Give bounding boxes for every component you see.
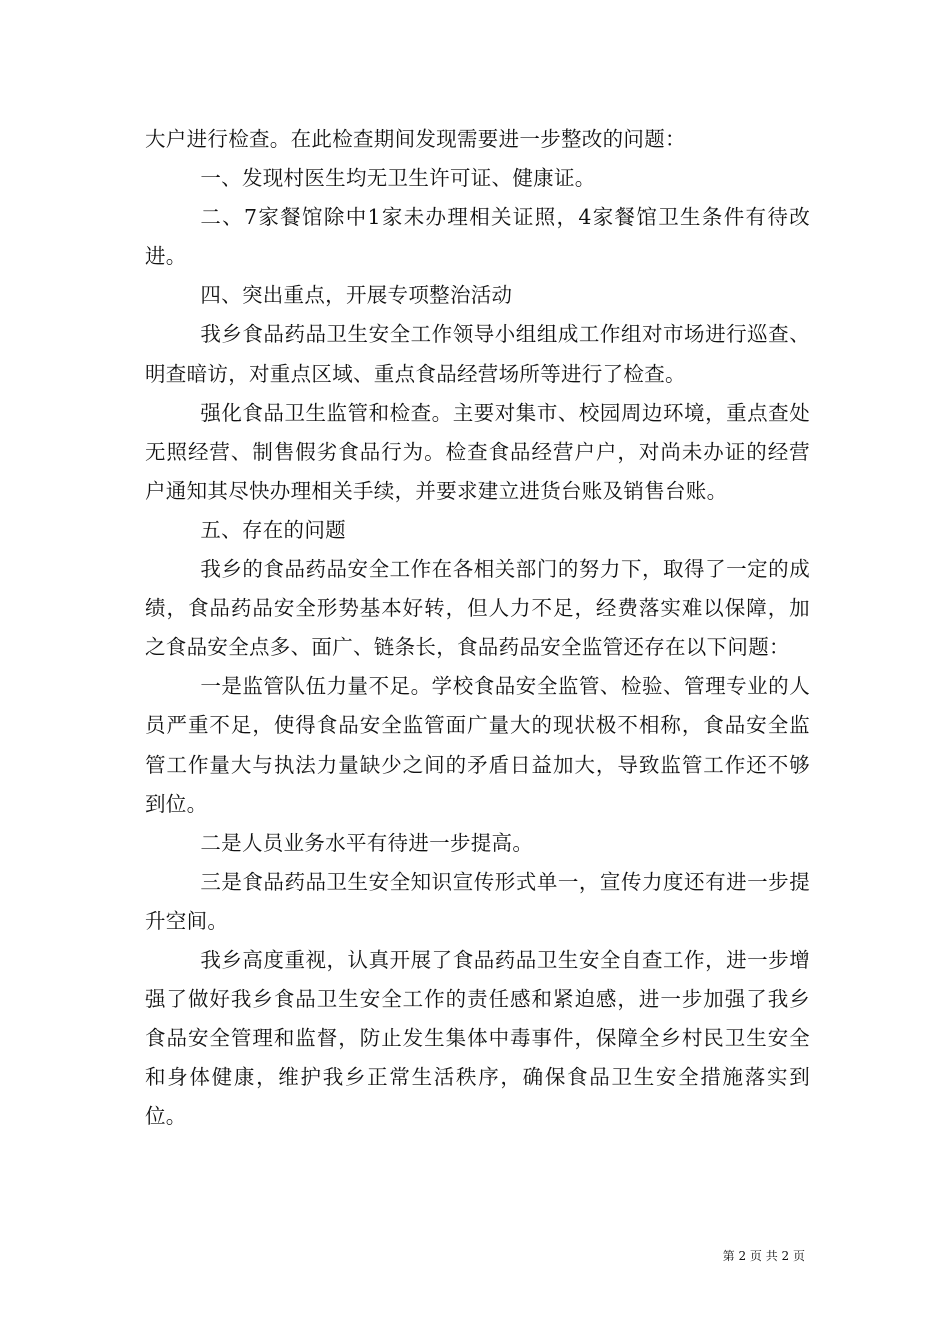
section-heading: 四、突出重点，开展专项整治活动 xyxy=(200,283,513,308)
paragraph: 大户进行检查。在此检查期间发现需要进一步整改的问题： xyxy=(145,127,686,151)
paragraph: 二、7家餐馆除中1家未办理相关证照，4家餐馆卫生条件有待改进。 xyxy=(145,205,810,269)
paragraph: 我乡的食品药品安全工作在各相关部门的努力下，取得了一定的成绩，食品药品安全形势基本好转，但人力不足，经费落实难以保障，加之食品安全点多、面广、链条长，食品药品安全监管还存在以下问题： xyxy=(145,557,810,660)
paragraph: 强化食品卫生监管和检查。主要对集市、校园周边环境，重点查处无照经营、制售假劣食品行为。检查食品经营户户，对尚未办证的经营户通知其尽快办理相关手续，并要求建立进货台账及销售台账。 xyxy=(145,400,810,503)
paragraph: 我乡食品药品卫生安全工作领导小组组成工作组对市场进行巡查、明查暗访，对重点区域、重点食品经营场所等进行了检查。 xyxy=(145,322,810,386)
paragraph: 我乡高度重视，认真开展了食品药品卫生安全自查工作，进一步增强了做好我乡食品卫生安全工作的责任感和紧迫感，进一步加强了我乡食品安全管理和监督，防止发生集体中毒事件，保障全乡村民卫生安全和身体健康，维护我乡正常生活秩序，确保食品卫生安全措施落实到位。 xyxy=(145,947,810,1129)
paragraph: 三是食品药品卫生安全知识宣传形式单一，宣传力度还有进一步提升空间。 xyxy=(145,869,810,933)
document-body xyxy=(145,120,810,1136)
section-heading: 五、存在的问题 xyxy=(200,517,346,542)
paragraph: 一、发现村医生均无卫生许可证、健康证。 xyxy=(200,166,596,191)
paragraph: 一是监管队伍力量不足。学校食品安全监管、检验、管理专业的人员严重不足，使得食品安全监管面广量大的现状极不相称，食品安全监管工作量大与执法力量缺少之间的矛盾日益加大，导致监管工作还不够到位。 xyxy=(145,674,810,816)
paragraph: 二是人员业务水平有待进一步提高。 xyxy=(200,830,534,855)
page-number-footer: 第 2 页 共 2 页 xyxy=(722,1249,805,1263)
